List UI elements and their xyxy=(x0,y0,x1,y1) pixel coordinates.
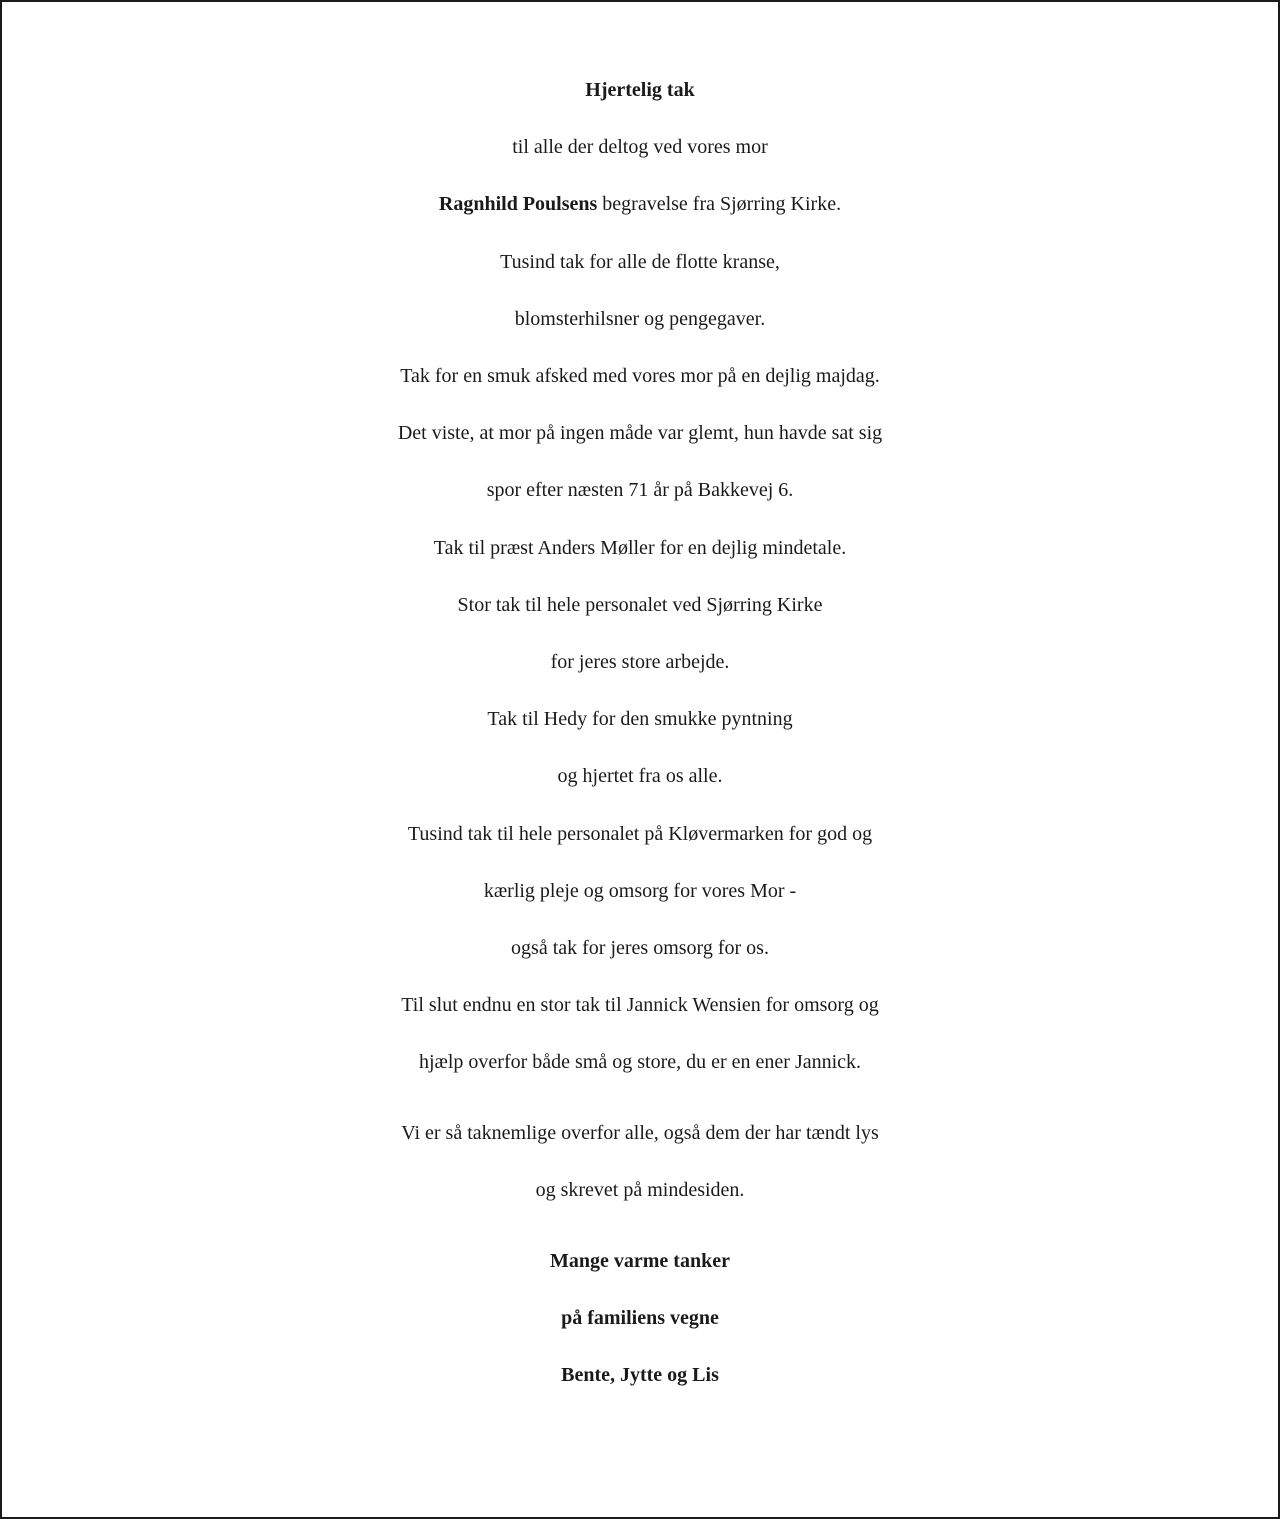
closing-line: og skrevet på mindesiden. xyxy=(535,1178,745,1201)
intro-line: til alle der deltog ved vores mor xyxy=(512,136,768,159)
deceased-name: Ragnhild Poulsens xyxy=(438,193,598,216)
signature-line: Bente, Jytte og Lis xyxy=(561,1364,719,1387)
notice-content xyxy=(2,62,1278,1405)
body-line: også tak for jeres omsorg for os. xyxy=(511,937,769,960)
body-line: Stor tak til hele personalet ved Sjørring Kirke xyxy=(457,593,823,616)
body-line: hjælp overfor både små og store, du er en ener Jannick. xyxy=(418,1051,862,1074)
body-line: Tak til Hedy for den smukke pyntning xyxy=(487,708,793,731)
paragraph-gap xyxy=(2,1219,1278,1233)
signature-line: Mange varme tanker xyxy=(550,1250,730,1273)
body-line: blomsterhilsner og pengegaver. xyxy=(514,307,766,330)
body-line: Tak til præst Anders Møller for en dejlig mindetale. xyxy=(433,536,847,559)
name-suffix: begravelse fra Sjørring Kirke. xyxy=(597,193,842,216)
signature-line: på familiens vegne xyxy=(561,1307,719,1330)
body-line: Det viste, at mor på ingen måde var glemt, hun havde sat sig xyxy=(397,422,883,445)
body-line: Til slut endnu en stor tak til Jannick Wensien for omsorg og xyxy=(401,994,879,1017)
body-line: og hjertet fra os alle. xyxy=(557,765,723,788)
paragraph-gap xyxy=(2,1092,1278,1105)
body-line: Tak for en smuk afsked med vores mor på en dejlig majdag. xyxy=(400,365,880,388)
body-line: Tusind tak til hele personalet på Kløvermarken for god og xyxy=(407,822,873,845)
notice-heading: Hjertelig tak xyxy=(585,79,695,101)
name-line xyxy=(2,176,1278,233)
body-line: spor efter næsten 71 år på Bakkevej 6. xyxy=(486,479,794,502)
body-line: Tusind tak for alle de flotte kranse, xyxy=(500,250,780,273)
body-line: kærlig pleje og omsorg for vores Mor - xyxy=(483,879,797,902)
body-line: for jeres store arbejde. xyxy=(550,651,730,674)
closing-line: Vi er så taknemlige overfor alle, også dem der har tændt lys xyxy=(401,1121,879,1144)
